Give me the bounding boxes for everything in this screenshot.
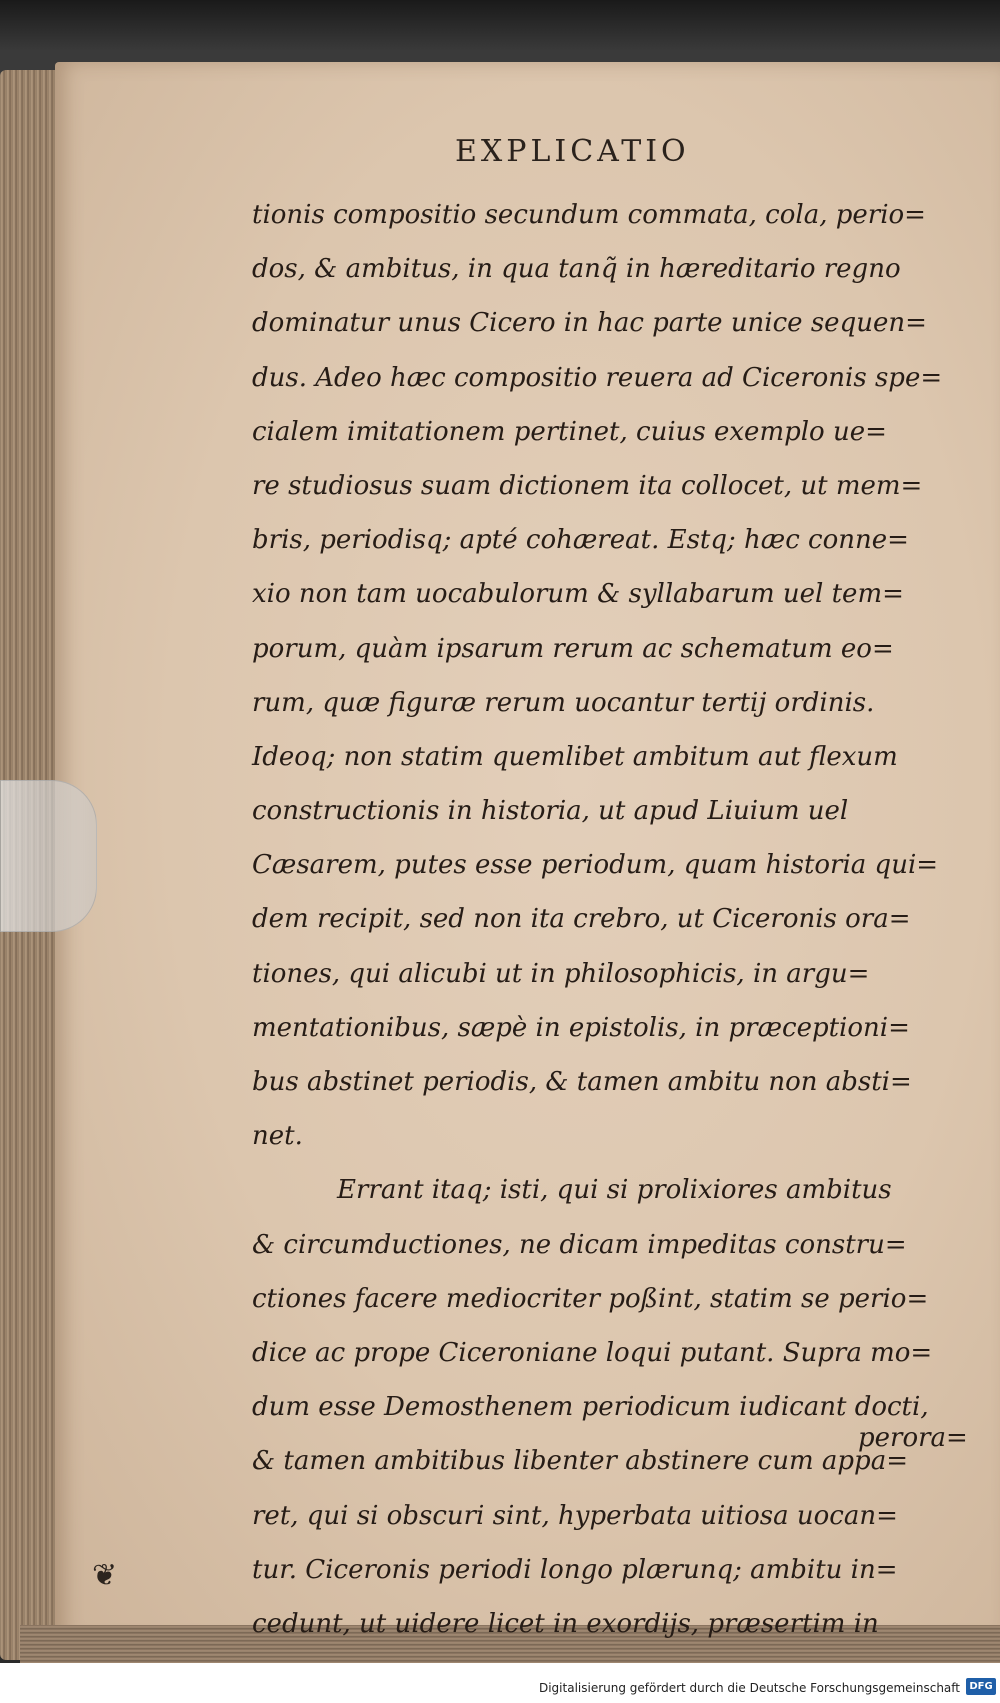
text-line: dum esse Demosthenem periodicum iudicant docti, (252, 1392, 929, 1423)
text-line: cedunt, ut uidere licet in exordijs, præsertim in (252, 1608, 879, 1639)
text-line: ret, qui si obscuri sint, hyperbata uitiosa uocan= (252, 1500, 898, 1531)
text-line: mentationibus, sæpè in epistolis, in præceptioni= (252, 1012, 910, 1043)
text-line: & tamen ambitibus libenter abstinere cum appa= (252, 1446, 908, 1477)
page-clip (0, 780, 97, 932)
text-line: dos, & ambitus, in qua tanq̃ in hæreditario regno (252, 254, 901, 285)
text-line: & circumductiones, ne dicam impeditas constru= (252, 1229, 907, 1260)
text-line: ctiones facere mediocriter poßint, statim se perio= (252, 1283, 929, 1314)
text-line: re studiosus suam dictionem ita collocet, ut mem= (252, 470, 923, 501)
running-head: EXPLICATIO (455, 134, 690, 169)
catchword: perora= (858, 1423, 968, 1453)
text-line: net. (252, 1121, 303, 1152)
body-text (252, 188, 957, 1651)
text-line: xio non tam uocabulorum & syllabarum uel tem= (252, 579, 904, 610)
text-line: tionis compositio secundum commata, cola, perio= (252, 200, 926, 230)
text-line: bris, periodisq; apté cohæreat. Estq; hæc conne= (252, 525, 909, 556)
text-line: dice ac prope Ciceroniane loqui putant. Supra mo= (252, 1337, 933, 1368)
fleuron-icon: ❦ (92, 1558, 118, 1593)
text-line: constructionis in historia, ut apud Liuium uel (252, 796, 849, 827)
text-line: cialem imitationem pertinet, cuius exemplo ue= (252, 416, 887, 447)
text-line: Ideoq; non statim quemlibet ambitum aut flexum (252, 741, 898, 772)
text-line: porum, quàm ipsarum rerum ac schematum eo= (252, 633, 894, 664)
text-line: tur. Ciceronis periodi longo plærunq; ambitu in= (252, 1554, 898, 1585)
footer-bar (0, 1663, 1000, 1703)
text-line: bus abstinet periodis, & tamen ambitu non absti= (252, 1067, 912, 1097)
text-line: dus. Adeo hæc compositio reuera ad Ciceronis spe= (252, 362, 943, 393)
text-line-indented: Errant itaq; isti, qui si prolixiores ambitus (337, 1175, 892, 1206)
text-line: dem recipit, sed non ita crebro, ut Ciceronis ora= (252, 904, 911, 935)
text-line: rum, quæ figuræ rerum uocantur tertij ordinis. (252, 687, 875, 718)
dfg-logo: DFG (966, 1678, 996, 1695)
text-line: tiones, qui alicubi ut in philosophicis, in argu= (252, 958, 870, 989)
funding-credit: Digitalisierung gefördert durch die Deutsche Forschungsgemeinschaft (538, 1681, 960, 1695)
text-line: dominatur unus Cicero in hac parte unice sequen= (252, 308, 927, 339)
text-line: Cæsarem, putes esse periodum, quam historia qui= (252, 850, 939, 881)
